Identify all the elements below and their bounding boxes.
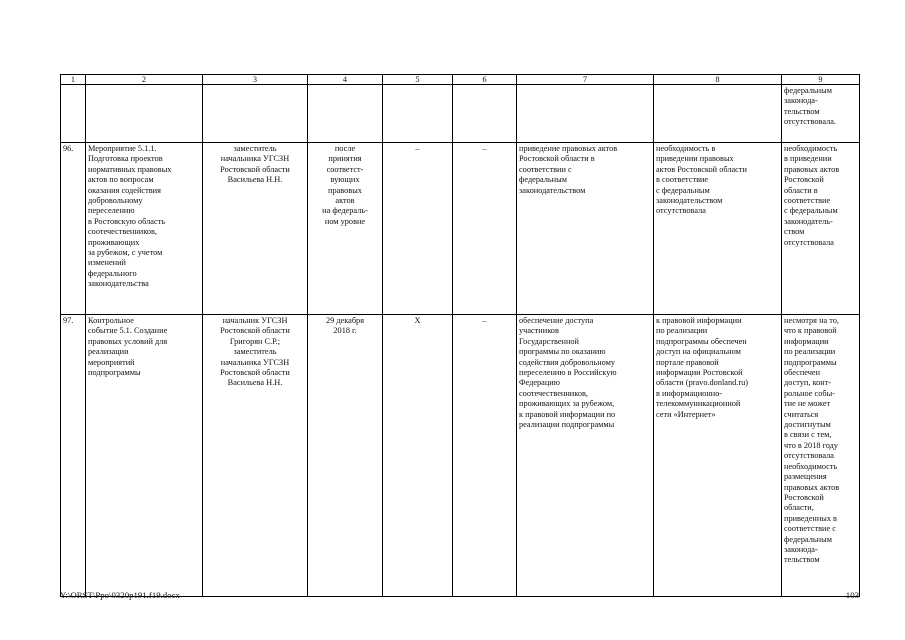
expected-result-cell bbox=[517, 85, 654, 143]
deadline-cell: 29 декабря 2018 г. bbox=[308, 315, 383, 597]
column-6-cell: – bbox=[453, 315, 517, 597]
actual-result-cell: необходимость в приведении правовых актов Ростовской области в соответствие с федеральным законодательством отсутствовала bbox=[654, 143, 782, 315]
header-cell: 8 bbox=[654, 75, 782, 85]
row-number: 96. bbox=[61, 143, 86, 315]
header-row bbox=[61, 75, 860, 85]
column-6-cell: – bbox=[453, 143, 517, 315]
activity-cell bbox=[86, 85, 203, 143]
table-row bbox=[61, 143, 860, 315]
responsible-cell bbox=[203, 85, 308, 143]
column-6-cell bbox=[453, 85, 517, 143]
reasons-cell: несмотря на то, что к правовой информации по реализации подпрограммы обеспечен доступ, конт- рольное собы- тие не может считаться достигнутым в связи с тем, что в 2018 году отсутствовала необходимость размещения правовых актов Ростовской области, приведенных в соответствие с федеральным законода- тельством bbox=[782, 315, 860, 597]
table-row bbox=[61, 85, 860, 143]
header-cell: 6 bbox=[453, 75, 517, 85]
deadline-cell bbox=[308, 85, 383, 143]
file-path: Y:\ORST\Ppo\0320p191.f19.docx bbox=[60, 590, 180, 600]
reasons-cell: необходимость в приведении правовых актов Ростовской области в соответствие с федеральным законодатель- ством отсутствовала bbox=[782, 143, 860, 315]
expected-result-cell: приведение правовых актов Ростовской области в соответствии с федеральным законодательством bbox=[517, 143, 654, 315]
header-cell: 3 bbox=[203, 75, 308, 85]
header-cell: 9 bbox=[782, 75, 860, 85]
header-cell: 7 bbox=[517, 75, 654, 85]
actual-result-cell bbox=[654, 85, 782, 143]
column-5-cell: X bbox=[383, 315, 453, 597]
report-table bbox=[60, 74, 860, 597]
page-number: 103 bbox=[845, 590, 859, 600]
expected-result-cell: обеспечение доступа участников Государственной программы по оказанию содействия добровольному переселению в Российскую Федерацию соотечественников, проживающих за рубежом, к правовой информации по реализации подпрограммы bbox=[517, 315, 654, 597]
row-number: 97. bbox=[61, 315, 86, 597]
header-cell: 1 bbox=[61, 75, 86, 85]
deadline-cell: после принятия соответст- вующих правовых актов на федераль- ном уровне bbox=[308, 143, 383, 315]
header-cell: 4 bbox=[308, 75, 383, 85]
activity-cell: Контрольное событие 5.1. Создание правовых условий для реализации мероприятий подпрограммы bbox=[86, 315, 203, 597]
column-5-cell bbox=[383, 85, 453, 143]
activity-cell: Мероприятие 5.1.1. Подготовка проектов нормативных правовых актов по вопросам оказания содействия добровольному переселению в Ростовскую область соотечественников, проживающих за рубежом, с учетом изменений федерального законодательства bbox=[86, 143, 203, 315]
actual-result-cell: к правовой информации по реализации подпрограммы обеспечен доступ на официальном портале правовой информации Ростовской области (pravo.donland.ru) в информационно- телекоммуникационной сети «Интернет» bbox=[654, 315, 782, 597]
reasons-cell: федеральным законода- тельством отсутствовала. bbox=[782, 85, 860, 143]
responsible-cell: начальник УГСЗН Ростовской области Григорян С.Р.; заместитель начальника УГСЗН Ростовской области Васильева Н.Н. bbox=[203, 315, 308, 597]
table-row bbox=[61, 315, 860, 597]
column-5-cell: – bbox=[383, 143, 453, 315]
header-cell: 5 bbox=[383, 75, 453, 85]
row-number bbox=[61, 85, 86, 143]
responsible-cell: заместитель начальника УГСЗН Ростовской области Васильева Н.Н. bbox=[203, 143, 308, 315]
header-cell: 2 bbox=[86, 75, 203, 85]
